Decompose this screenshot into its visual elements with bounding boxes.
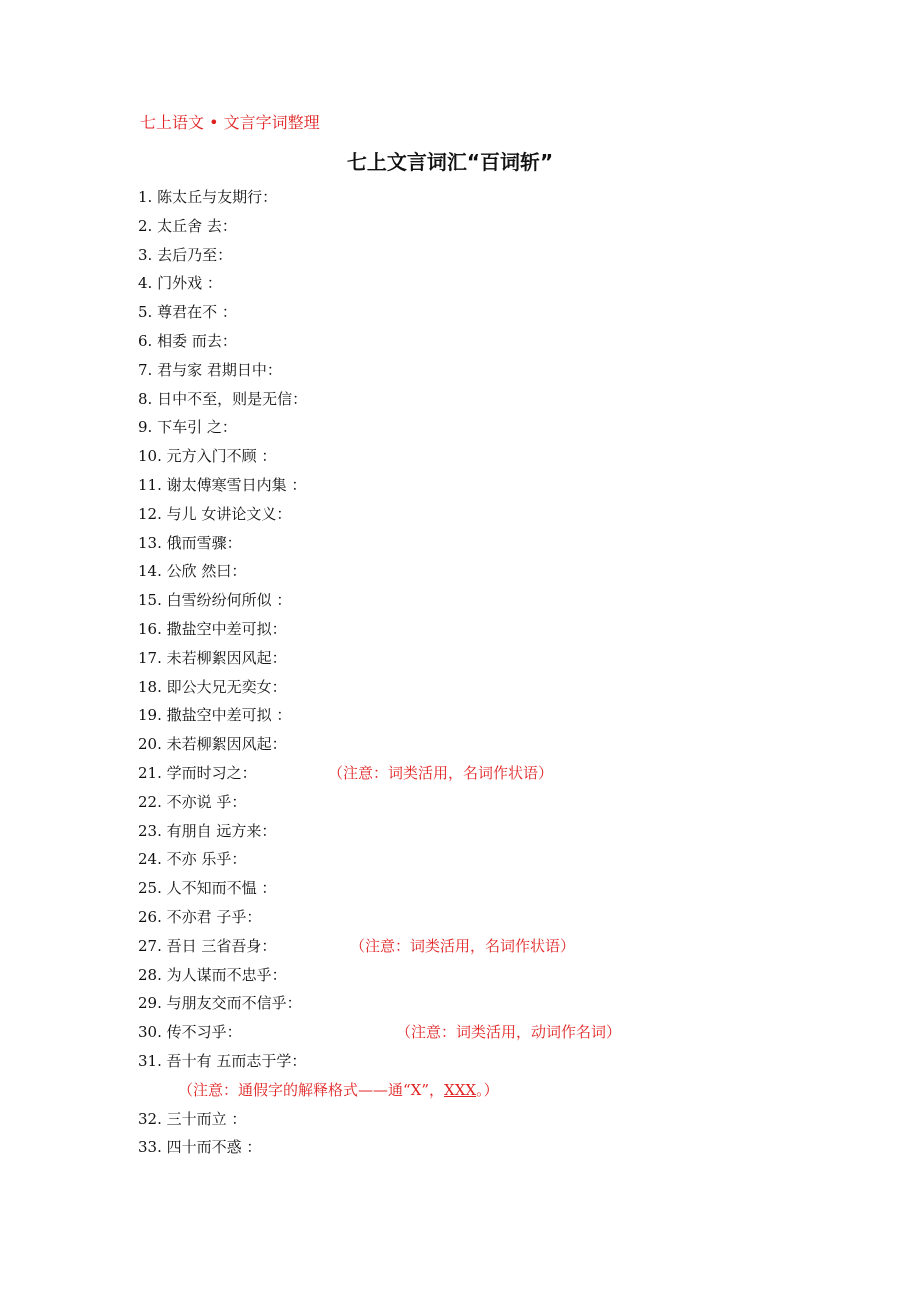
list-item: 6. 相委 而去： (138, 331, 237, 350)
list-item: 13. 俄而雪骤： (138, 533, 242, 552)
page-title: 七上文言词汇“百词斩” (346, 150, 554, 174)
list-item: 28. 为人谋而不忠乎： (138, 965, 287, 984)
list-item: 14. 公欣 然曰： (138, 562, 247, 581)
list-item: 7. 君与家 君期日中： (138, 360, 282, 379)
list-item: 5. 尊君在不 ： (138, 303, 237, 322)
note-text: （注意：词类活用，名词作状语） (350, 936, 576, 955)
note-text: （注意：词类活用，动词作名词） (396, 1023, 622, 1042)
list-item: 16. 撒盐空中差可拟： (138, 619, 287, 638)
list-item: 30. 传不习乎： （注意：词类活用，动词作名词） (138, 1018, 858, 1047)
list-item: 32. 三十而立 ： (138, 1109, 247, 1128)
list-item: 24. 不亦 乐乎： (138, 850, 247, 869)
list-item: 3. 去后乃至： (138, 245, 233, 264)
list-item: 2. 太丘舍 去： (138, 216, 237, 235)
note-text: （注意：词类活用，名词作状语） (328, 763, 554, 782)
underlined-placeholder: XXX (444, 1080, 477, 1099)
list-item: 29. 与朋友交而不信乎： (138, 994, 302, 1013)
list-item: 9. 下车引 之： (138, 418, 237, 437)
list-item: 15. 白雪纷纷何所似 ： (138, 591, 292, 610)
notice-line: （注意：通假字的解释格式——通“X”，XXX。） (178, 1080, 499, 1099)
list-item: 21. 学而时习之： （注意：词类活用，名词作状语） (138, 759, 858, 788)
list-item: 19. 撒盐空中差可拟 ： (138, 706, 292, 725)
list-item: 8. 日中不至，则是无信： (138, 389, 308, 408)
list-item: 18. 即公大兄无奕女： (138, 677, 287, 696)
list-item: 22. 不亦说 乎： (138, 792, 247, 811)
list-item: 1. 陈太丘与友期行： (138, 188, 278, 206)
list-item: 20. 未若柳絮因风起： (138, 735, 287, 754)
list-item: 11. 谢太傅寒雪日内集 ： (138, 475, 307, 494)
vocab-list (138, 183, 858, 1162)
list-item: 10. 元方入门不顾 ： (138, 447, 277, 466)
list-item: 4. 门外戏 ： (138, 274, 222, 293)
list-item: 25. 人不知而不愠 ： (138, 879, 277, 898)
list-item: 23. 有朋自 远方来： (138, 821, 277, 840)
list-item: 17. 未若柳絮因风起： (138, 648, 287, 667)
list-item: 12. 与儿 女讲论文义： (138, 504, 292, 523)
header-label: 七上语文 • 文言字词整理 (140, 113, 320, 132)
list-item: 31. 吾十有 五而志于学： (138, 1051, 307, 1070)
list-item: 26. 不亦君 子乎： (138, 907, 262, 926)
list-item: 33. 四十而不惑 ： (138, 1138, 262, 1157)
list-item: 27. 吾日 三省吾身： （注意：词类活用，名词作状语） (138, 932, 858, 961)
